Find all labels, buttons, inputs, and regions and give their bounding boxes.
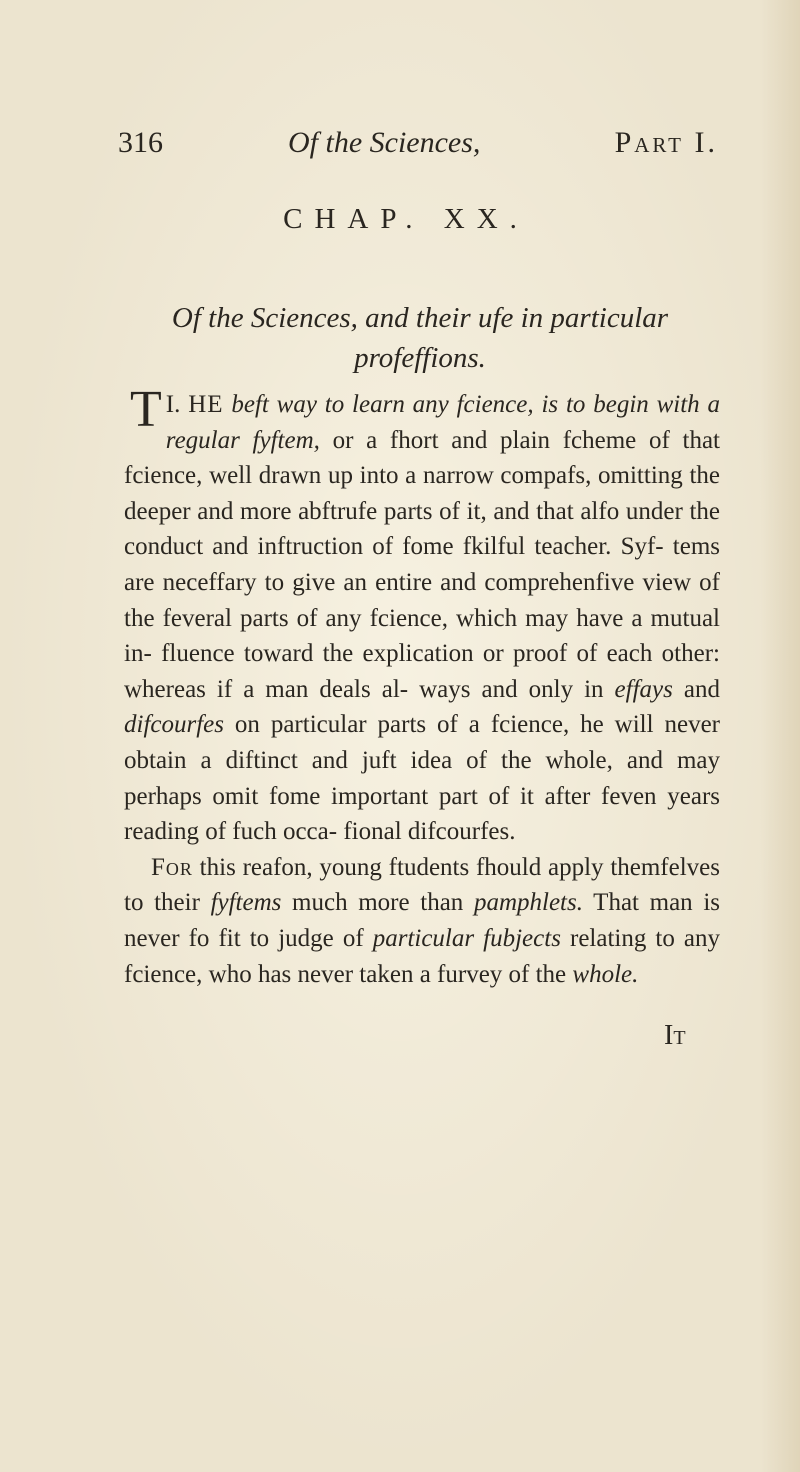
paragraph-1 bbox=[124, 381, 721, 850]
drop-cap: T bbox=[130, 381, 162, 438]
italic-phrase: is to begin with a regular fyftem, bbox=[165, 391, 721, 454]
body-run: and bbox=[672, 675, 720, 703]
opening-smallcaps: For bbox=[151, 853, 193, 881]
body-run: this reafon, young ftudents fhould apply themfelves to their bbox=[124, 853, 720, 917]
italic-phrase: particular fubjects bbox=[372, 924, 561, 952]
running-title: Of the Sciences, bbox=[288, 126, 481, 159]
italic-word: fyftems bbox=[210, 889, 282, 917]
body-run: or a fhort and plain fcheme of that fcience, well drawn up into a narrow compafs, omitting the deeper and more abftrufe parts of it, and that alfo under the conduct and inftruction of fome fkilful teacher. Syf- tems are neceffary to give an entire and comprehenfive view of the feveral parts of any fcience, which may have a mutual in- fluence toward the explication or proof of each other: whereas if a man deals al- ways and only in bbox=[124, 426, 721, 703]
chapter-subtitle-line-1: Of the Sciences, and their ufe in particular bbox=[171, 302, 669, 334]
page-number: 316 bbox=[118, 126, 163, 159]
body-run: That man is never fo fit to judge of bbox=[124, 889, 721, 952]
chapter-heading: CHAP. XX. bbox=[283, 203, 529, 235]
paragraph-number: I. bbox=[165, 391, 181, 418]
opening-smallcaps: HE bbox=[188, 391, 224, 418]
italic-word: whole. bbox=[572, 960, 639, 988]
paragraph-2 bbox=[124, 850, 720, 992]
italic-word: difcourfes bbox=[124, 711, 224, 739]
catchword: It bbox=[664, 1020, 686, 1051]
italic-word: effays bbox=[614, 675, 673, 703]
part-label: Part I. bbox=[614, 126, 718, 159]
italic-word: pamphlets. bbox=[473, 889, 583, 917]
body-run: on particular parts of a fcience, he will never obtain a diftinct and juft idea of the whole, and may perhaps omit fome important part of it after feven years reading of fuch occa- fional difcourfes. bbox=[124, 711, 720, 846]
body-run: relating to any fcience, who has never taken a furvey of the bbox=[124, 924, 721, 988]
chapter-subtitle bbox=[120, 298, 720, 378]
body-run: much more than bbox=[281, 889, 474, 917]
body-text bbox=[124, 381, 721, 992]
chapter-subtitle-line-2: profeffions. bbox=[354, 342, 486, 374]
italic-phrase: beft way to learn any fcience, bbox=[223, 391, 534, 418]
running-head bbox=[118, 126, 718, 166]
